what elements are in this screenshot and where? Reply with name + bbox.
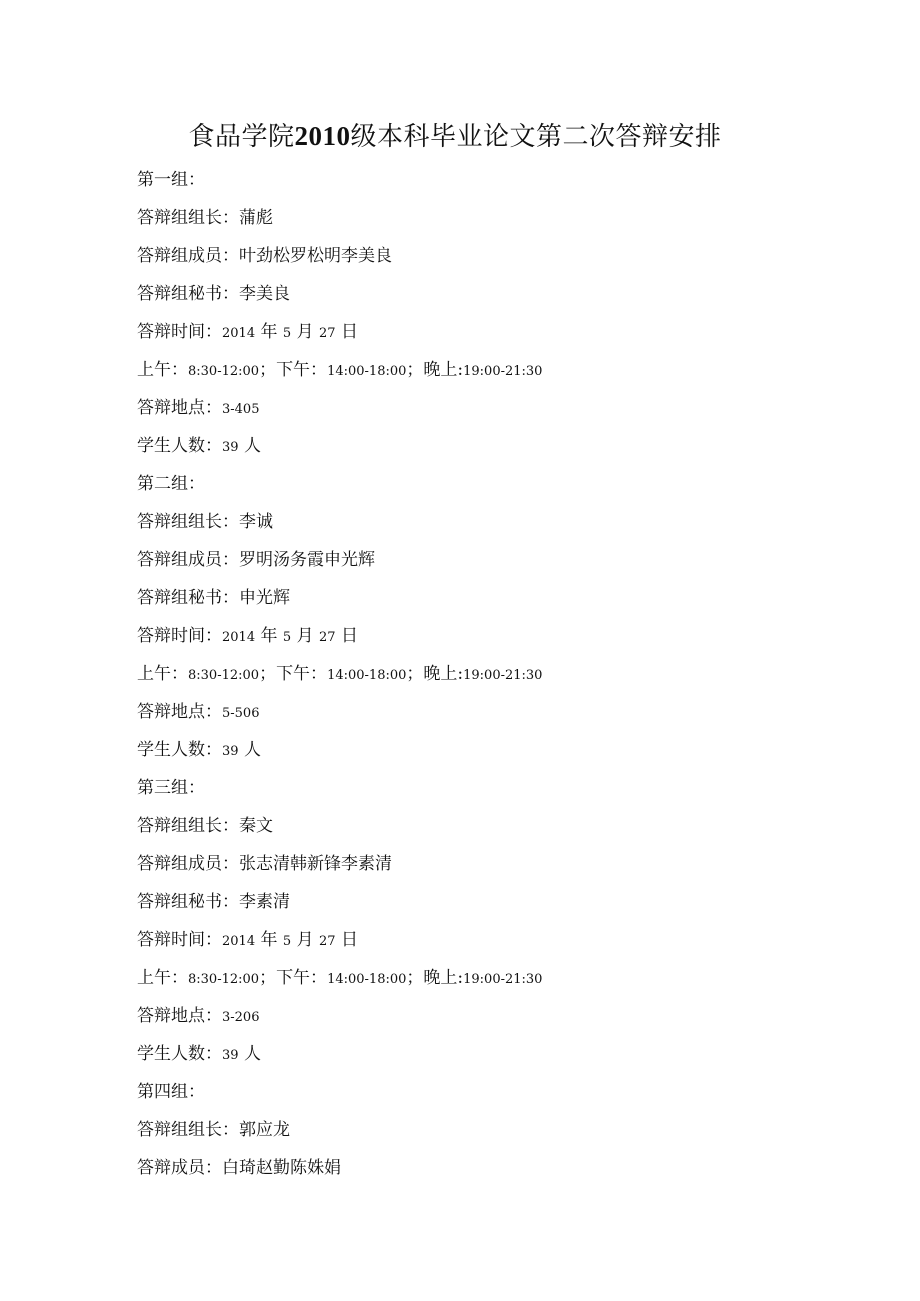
time-day: 27 — [319, 326, 336, 341]
group-heading: 第一组： — [137, 170, 205, 190]
time-year: 2014 — [222, 326, 256, 341]
place-label: 答辩地点： — [137, 398, 222, 418]
group-heading: 第二组： — [137, 474, 205, 494]
count-value: 39 — [222, 744, 239, 759]
eve-time: 19:00-21:30 — [463, 972, 543, 987]
members-label: 答辩组成员： — [137, 246, 239, 266]
group-time-line — [137, 617, 837, 655]
pm-time: 14:00-18:00 — [327, 668, 407, 683]
document-title — [0, 118, 910, 155]
group-sessions-line — [137, 655, 837, 693]
pm-label: 下午： — [276, 968, 328, 988]
members-label: 答辩组成员： — [137, 550, 239, 570]
leader-name: 秦文 — [239, 816, 273, 836]
session-separator: ； — [406, 360, 424, 380]
group-leader-line — [137, 807, 837, 845]
leader-name: 蒲彪 — [239, 208, 273, 228]
title-suffix: 级本科毕业论文第二次答辩安排 — [350, 122, 722, 152]
group-heading: 第四组： — [137, 1082, 205, 1102]
am-label: 上午： — [137, 664, 188, 684]
secretary-label: 答辩组秘书： — [137, 892, 239, 912]
secretary-name: 申光辉 — [239, 588, 290, 608]
members-names: 罗明汤务霞申光辉 — [239, 550, 375, 570]
place-room: 3-405 — [222, 402, 260, 417]
eve-label: 晚上: — [423, 664, 464, 684]
session-separator: ； — [259, 968, 277, 988]
leader-label: 答辩组组长： — [137, 512, 239, 532]
group-count-line — [137, 1035, 837, 1073]
leader-label: 答辩组组长： — [137, 1120, 239, 1140]
time-label: 答辩时间： — [137, 626, 222, 646]
group-secretary-line — [137, 275, 837, 313]
title-year: 2010 — [294, 121, 351, 151]
group-leader-line — [137, 199, 837, 237]
group-sessions-line — [137, 959, 837, 997]
time-month-unit: 月 — [296, 322, 314, 342]
group-heading: 第三组： — [137, 778, 205, 798]
time-month-unit: 月 — [296, 626, 314, 646]
group-leader-line — [137, 1111, 837, 1149]
time-month-unit: 月 — [296, 930, 314, 950]
group-count-line — [137, 731, 837, 769]
session-separator: ； — [259, 664, 277, 684]
group-members-line — [137, 237, 837, 275]
am-time: 8:30-12:00 — [188, 364, 260, 379]
members-names: 叶劲松罗松明李美良 — [239, 246, 392, 266]
group-count-line — [137, 427, 837, 465]
members-names: 张志清韩新锋李素清 — [239, 854, 392, 874]
pm-time: 14:00-18:00 — [327, 972, 407, 987]
group-time-line — [137, 921, 837, 959]
secretary-name: 李美良 — [239, 284, 290, 304]
group-secretary-line — [137, 579, 837, 617]
secretary-label: 答辩组秘书： — [137, 588, 239, 608]
title-prefix: 食品学院 — [188, 122, 295, 152]
count-unit: 人 — [243, 740, 261, 760]
members-names: 白琦赵勤陈姝娟 — [222, 1158, 341, 1178]
am-label: 上午： — [137, 360, 188, 380]
schedule-body — [137, 161, 837, 1187]
leader-name: 李诚 — [239, 512, 273, 532]
time-day: 27 — [319, 630, 336, 645]
session-separator: ； — [259, 360, 277, 380]
group-time-line — [137, 313, 837, 351]
place-label: 答辩地点： — [137, 702, 222, 722]
am-time: 8:30-12:00 — [188, 668, 260, 683]
group-sessions-line — [137, 351, 837, 389]
members-label: 答辩成员： — [137, 1158, 222, 1178]
count-unit: 人 — [243, 1044, 261, 1064]
count-label: 学生人数： — [137, 436, 222, 456]
count-value: 39 — [222, 1048, 239, 1063]
am-label: 上午： — [137, 968, 188, 988]
time-month: 5 — [282, 326, 292, 341]
group-members-line — [137, 541, 837, 579]
count-label: 学生人数： — [137, 740, 222, 760]
session-separator: ； — [406, 664, 424, 684]
leader-label: 答辩组组长： — [137, 208, 239, 228]
secretary-label: 答辩组秘书： — [137, 284, 239, 304]
time-month: 5 — [282, 934, 292, 949]
count-value: 39 — [222, 440, 239, 455]
time-year-unit: 年 — [260, 930, 278, 950]
group-secretary-line — [137, 883, 837, 921]
pm-label: 下午： — [276, 360, 328, 380]
eve-label: 晚上: — [423, 968, 464, 988]
eve-label: 晚上: — [423, 360, 464, 380]
count-label: 学生人数： — [137, 1044, 222, 1064]
am-time: 8:30-12:00 — [188, 972, 260, 987]
time-label: 答辩时间： — [137, 322, 222, 342]
time-day-unit: 日 — [340, 322, 358, 342]
group-place-line — [137, 389, 837, 427]
time-label: 答辩时间： — [137, 930, 222, 950]
session-separator: ； — [406, 968, 424, 988]
time-day-unit: 日 — [340, 930, 358, 950]
count-unit: 人 — [243, 436, 261, 456]
time-day-unit: 日 — [340, 626, 358, 646]
members-label: 答辩组成员： — [137, 854, 239, 874]
place-room: 3-206 — [222, 1010, 260, 1025]
time-month: 5 — [282, 630, 292, 645]
time-year: 2014 — [222, 934, 256, 949]
group-members-line — [137, 1149, 837, 1187]
pm-label: 下午： — [276, 664, 328, 684]
place-room: 5-506 — [222, 706, 260, 721]
eve-time: 19:00-21:30 — [463, 668, 543, 683]
group-members-line — [137, 845, 837, 883]
time-year-unit: 年 — [260, 322, 278, 342]
pm-time: 14:00-18:00 — [327, 364, 407, 379]
place-label: 答辩地点： — [137, 1006, 222, 1026]
eve-time: 19:00-21:30 — [463, 364, 543, 379]
time-year-unit: 年 — [260, 626, 278, 646]
group-leader-line — [137, 503, 837, 541]
group-place-line — [137, 693, 837, 731]
leader-label: 答辩组组长： — [137, 816, 239, 836]
secretary-name: 李素清 — [239, 892, 290, 912]
time-day: 27 — [319, 934, 336, 949]
group-place-line — [137, 997, 837, 1035]
leader-name: 郭应龙 — [239, 1120, 290, 1140]
time-year: 2014 — [222, 630, 256, 645]
